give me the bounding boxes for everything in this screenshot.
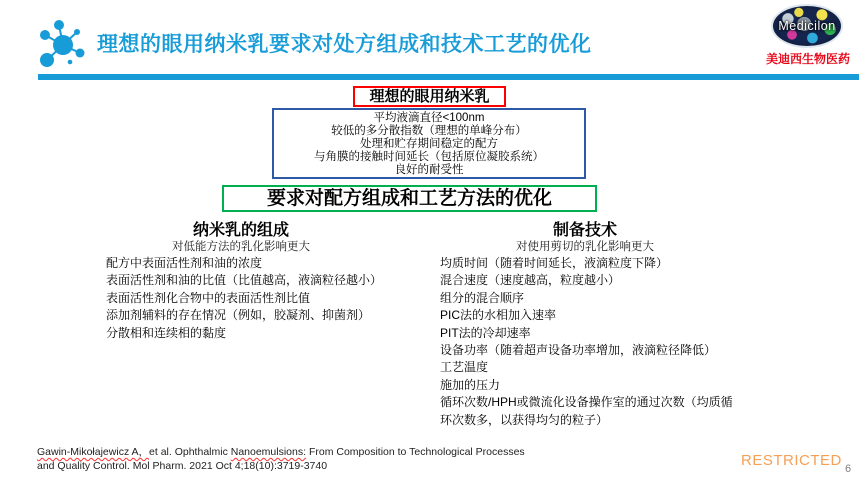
left-column-title: 纳米乳的组成	[192, 222, 289, 239]
restricted-label: RESTRICTED	[741, 452, 842, 469]
list-item: 处理和贮存期间稳定的配方	[360, 137, 498, 150]
list-item: 工艺温度	[440, 360, 489, 375]
reference-citation	[37, 446, 525, 473]
list-item: 配方中表面活性剂和油的浓度	[106, 256, 263, 270]
citation-author: Gawin-Mikołajewicz A，	[37, 446, 150, 458]
medicilon-logo-text: Medicilon	[778, 19, 836, 33]
header-divider	[38, 74, 859, 80]
list-item: 添加剂辅料的存在情况（例如，胶凝剂、抑菌剂）	[106, 308, 371, 323]
list-item: 设备功率（随着超声设备功率增加，液滴粒径降低）	[440, 343, 717, 358]
ideal-nanoemulsion-properties-box	[272, 108, 586, 179]
list-item: 与角膜的接触时间延长（包括原位凝胶系统）	[314, 150, 544, 163]
citation-line-2: and Quality Control. Mol Pharm. 2021 Oct 4;18(10):3719-3740	[37, 459, 328, 472]
list-item: 施加的压力	[440, 377, 501, 392]
list-item: 组分的混合顺序	[440, 290, 525, 305]
citation-line-1	[37, 446, 525, 460]
page-number: 6	[845, 463, 852, 475]
company-name: 美迪西生物医药	[765, 52, 850, 66]
list-item: 混合速度（速度越高，粒度越小）	[440, 273, 621, 288]
left-column-list	[106, 255, 411, 342]
optimization-requirement-box: 要求对配方组成和工艺方法的优化	[222, 185, 597, 212]
left-column-subtitle: 对低能方法的乳化影响更大	[172, 241, 310, 253]
list-item: PIC法的水相加入速率	[440, 308, 557, 323]
list-item: PIT法的冷却速率	[440, 325, 531, 340]
list-item: 分散相和连续相的黏度	[106, 325, 227, 340]
right-column-list	[440, 255, 737, 429]
list-item: 表面活性剂化合物中的表面活性剂比值	[106, 290, 311, 305]
molecule-icon	[36, 14, 92, 70]
list-item: 良好的耐受性	[394, 163, 464, 176]
list-item: 较低的多分散指数（理想的单峰分布）	[331, 124, 527, 137]
ideal-nanoemulsion-title-box: 理想的眼用纳米乳	[353, 86, 506, 107]
citation-text-2: From Composition to Technological Processes	[306, 446, 525, 458]
right-column-subtitle: 对使用剪切的乳化影响更大	[516, 241, 654, 253]
list-item: 均质时间（随着时间延长，液滴粒度下降）	[440, 256, 669, 270]
list-item: 平均液滴直径<100nm	[373, 112, 485, 124]
citation-keyword: Nanoemulsions:	[230, 446, 307, 458]
citation-text: et al. Ophthalmic	[149, 446, 231, 458]
list-item: 表面活性剂和油的比值（比值越高，液滴粒径越小）	[106, 273, 383, 288]
page-title: 理想的眼用纳米乳要求对处方组成和技术工艺的优化	[97, 33, 592, 56]
medicilon-logo	[771, 4, 843, 48]
list-item: 循环次数/HPH或微流化设备操作室的通过次数（均质循环次数多，以获得均匀的粒子）	[440, 395, 733, 427]
right-column-title: 制备技术	[552, 222, 617, 239]
